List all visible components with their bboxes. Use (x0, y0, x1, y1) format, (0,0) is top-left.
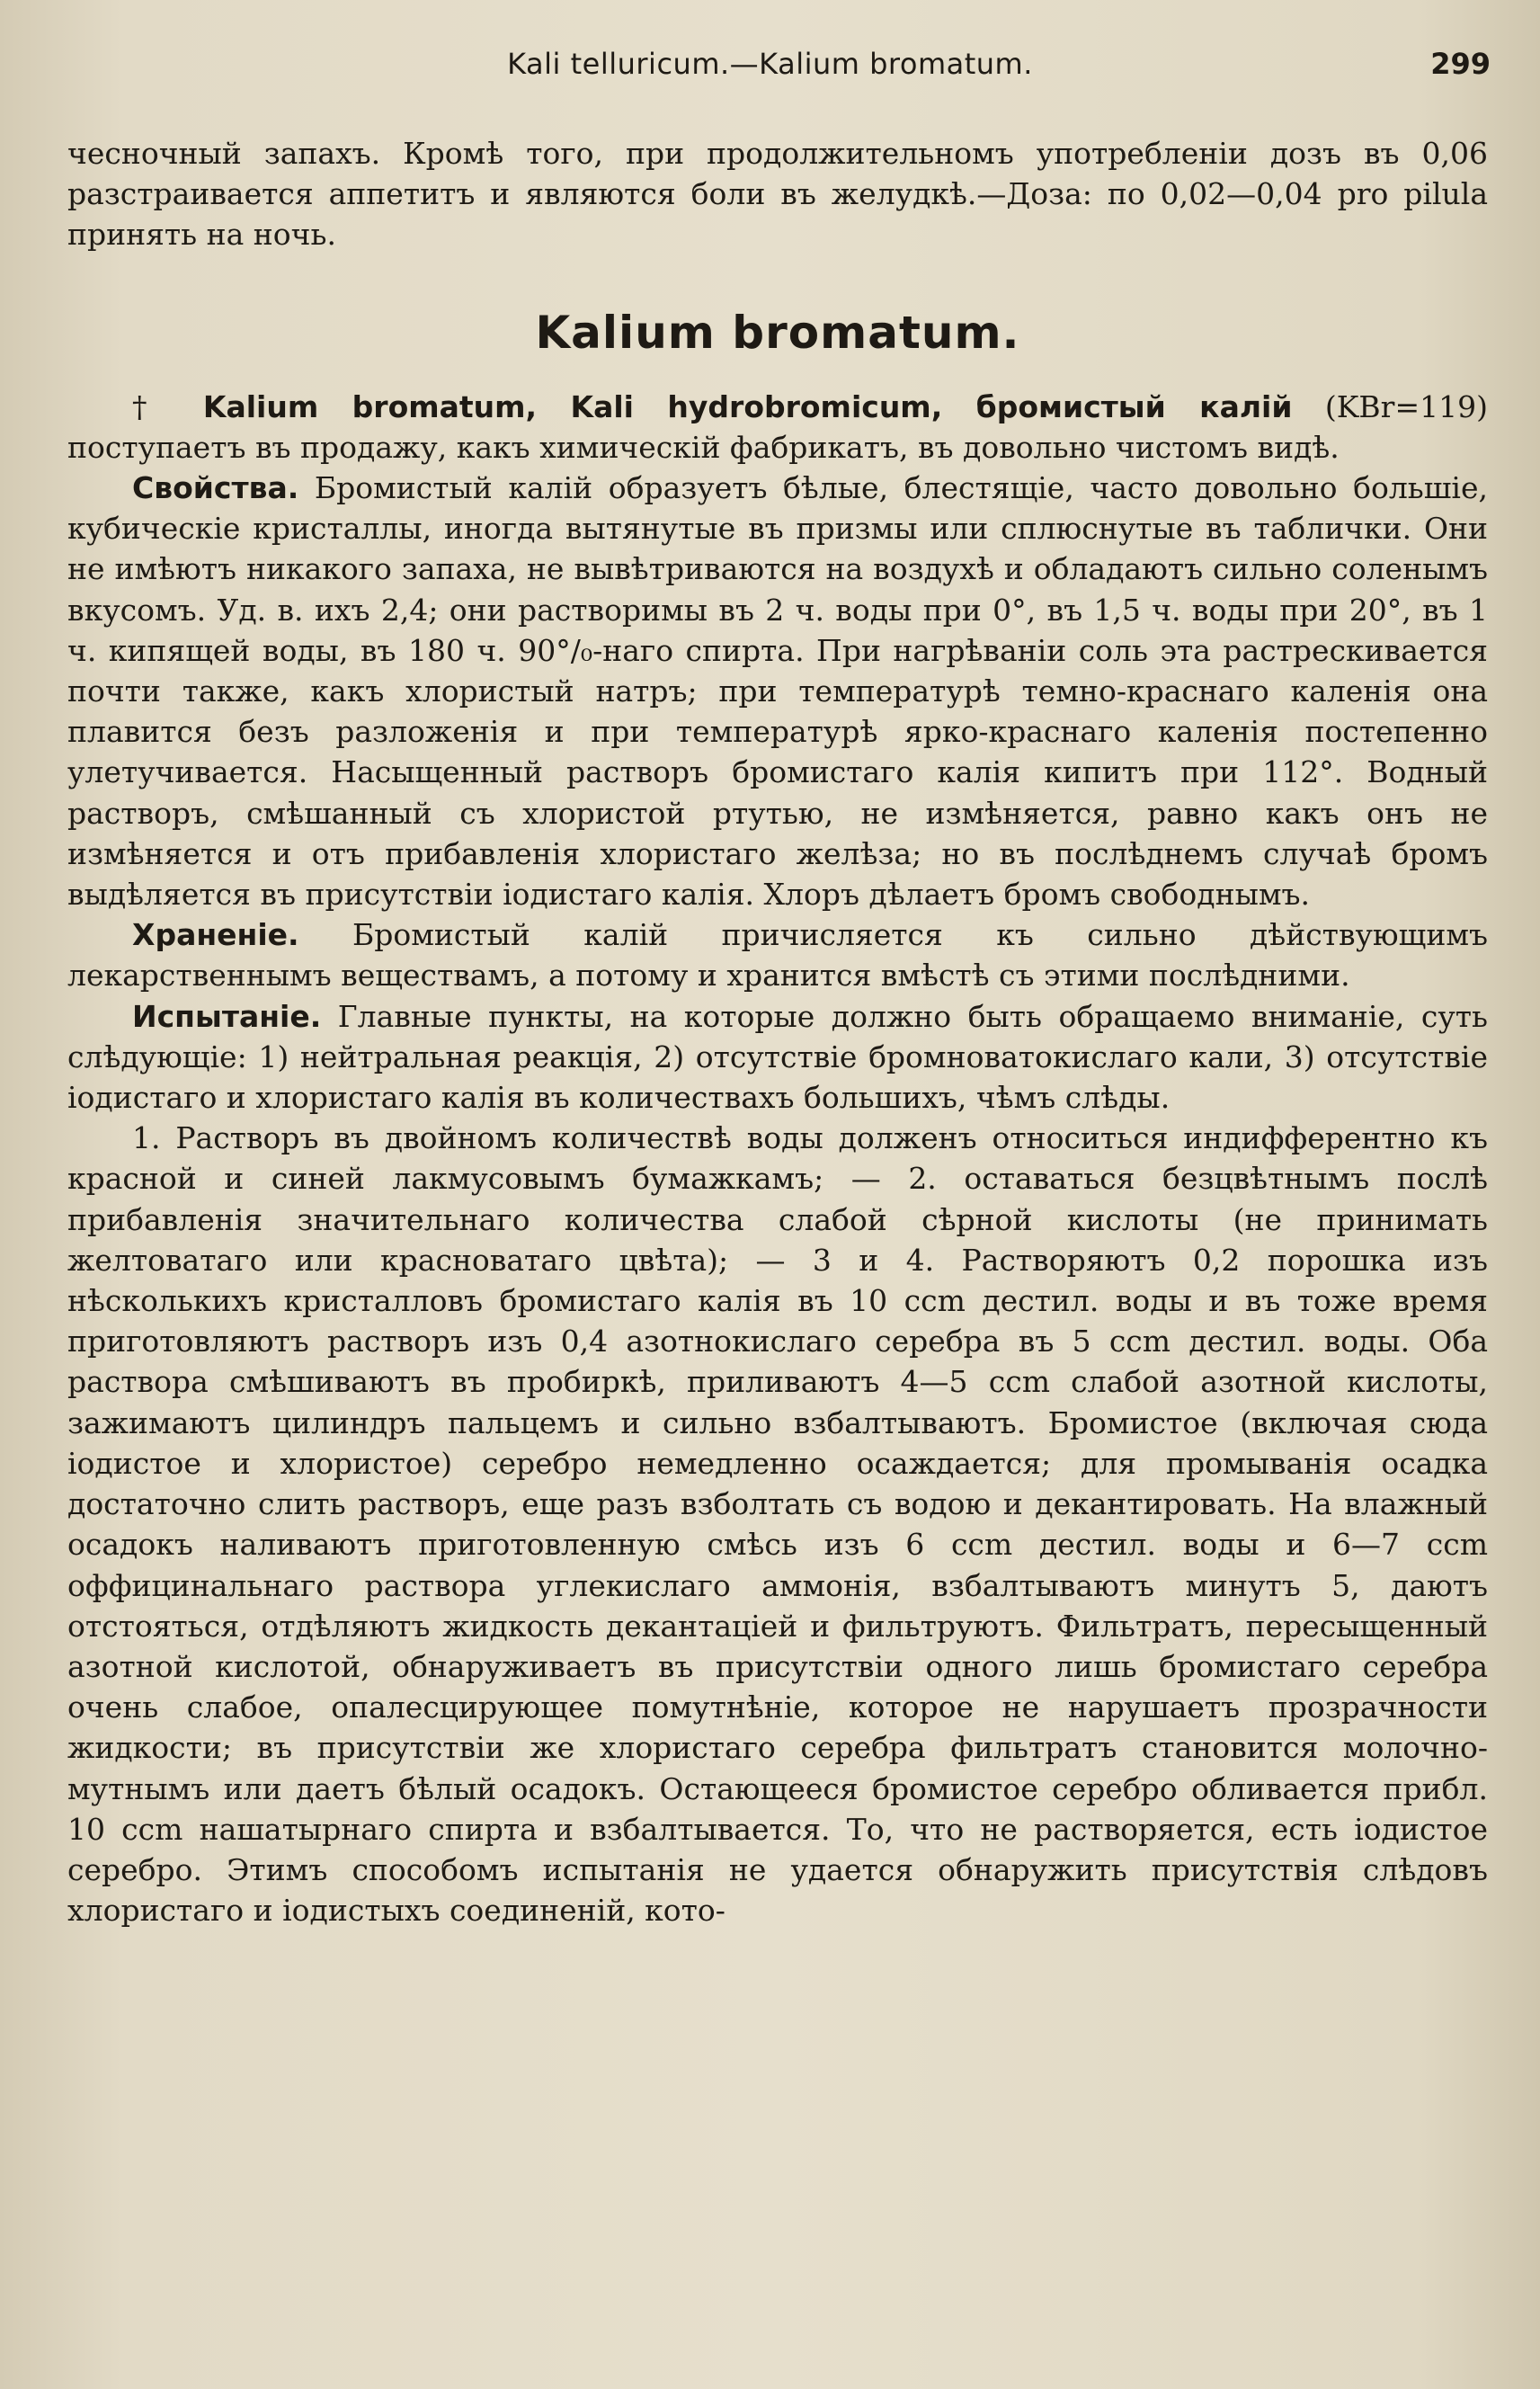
chemical-formula: (KBr=119) (1324, 388, 1488, 424)
section-title: Kalium bromatum. (535, 306, 1020, 359)
properties-heading: Свойства. (132, 470, 299, 506)
running-header (0, 47, 1540, 92)
page-number: 299 (1430, 47, 1491, 81)
storage-paragraph (67, 914, 1488, 995)
lead-paragraph (67, 387, 1488, 468)
testing-paragraph (67, 996, 1488, 1119)
dagger-mark: † (132, 388, 171, 424)
testing-text: Главные пункты, на которые должно быть обращаемо вниманіе, суть слѣдующіе: 1) нейтральная реакція, 2) отсутствіе бромноватокислаго кали, 3) отсутствіе іодистаго и хлористаго калія въ количествахъ большихъ, чѣмъ слѣды. (67, 998, 1489, 1116)
drug-name: Kalium bromatum, Kali hydrobromicum, бромистый калій (202, 388, 1293, 424)
lead-text: поступаетъ въ продажу, какъ химическій фабрикатъ, въ довольно чистомъ видѣ. (67, 429, 1340, 465)
testing-heading: Испытаніе. (132, 998, 322, 1034)
storage-heading: Храненіе. (132, 917, 299, 953)
properties-text: Бромистый калій образуетъ бѣлые, блестящіе, часто довольно большіе, кубическіе кристаллы, иногда вытянутые въ призмы или сплюснутые въ таблички. Они не имѣютъ никакого запаха, не вывѣтриваются на воздухѣ и обладаютъ сильно соленымъ вкусомъ. Уд. в. ихъ 2,4; они растворимы въ 2 ч. воды при 0°, въ 1,5 ч. воды при 20°, въ 1 ч. кипящей воды, въ 180 ч. 90°/₀-наго спирта. При нагрѣваніи соль эта растрескивается почти также, какъ хлористый натръ; при температурѣ темно-краснаго каленія она плавится безъ разложенія и при температурѣ ярко-краснаго каленія постепенно улетучивается. Насыщенный растворъ бромистаго калія кипитъ при 112°. Водный растворъ, смѣшанный съ хлористой ртутью, не измѣняется, равно какъ онъ не измѣняется и отъ прибавленія хлористаго желѣза; но въ послѣднемъ случаѣ бромъ выдѣляется въ присутствіи іодистаго калія. Хлоръ дѣлаетъ бромъ свободнымъ. (67, 470, 1489, 913)
page-body (67, 133, 1488, 1930)
running-title: Kali telluricum.—Kalium bromatum. (507, 47, 1033, 81)
procedure-paragraph: 1. Растворъ въ двойномъ количествѣ воды долженъ относиться индифферентно къ красной и синей лакмусовымъ бумажкамъ; — 2. оставаться безцвѣтнымъ послѣ прибавленія значительнаго количества слабой сѣрной кислоты (не принимать желтоватаго или красноватаго цвѣта); — 3 и 4. Растворяютъ 0,2 порошка изъ нѣсколькихъ кристалловъ бромистаго калія въ 10 ccm дестил. воды и въ тоже время приготовляютъ растворъ изъ 0,4 азотнокислаго серебра въ 5 ccm дестил. воды. Оба раствора смѣшиваютъ въ пробиркѣ, приливаютъ 4—5 ccm слабой азотной кислоты, зажимаютъ цилиндръ пальцемъ и сильно взбалтываютъ. Бромистое (включая сюда іодистое и хлористое) серебро немедленно осаждается; для промыванія осадка достаточно слить растворъ, еще разъ взболтать съ водою и декантировать. На влажный осадокъ наливаютъ приготовленную смѣсь изъ 6 ccm дестил. воды и 6—7 ccm оффицинальнаго раствора углекислаго аммонія, взбалтываютъ минутъ 5, даютъ отстояться, отдѣляютъ жидкость декантаціей и фильтруютъ. Фильтратъ, пересыщенный азотной кислотой, обнаруживаетъ въ присутствіи одного лишь бромистаго серебра очень слабое, опалесцирующее помутнѣніе, которое не нарушаетъ прозрачности жидкости; въ присутствіи же хлористаго серебра фильтратъ становится молочно-мутнымъ или даетъ бѣлый осадокъ. Остающееся бромистое серебро обливается прибл. 10 ccm нашатырнаго спирта и взбалтывается. То, что не растворяется, есть іодистое серебро. Этимъ способомъ испытанія не удается обнаружить присутствія слѣдовъ хлористаго и іодистыхъ соединеній, кото- (67, 1120, 1488, 1929)
intro-paragraph: чесночный запахъ. Кромѣ того, при продолжительномъ употребленіи дозъ въ 0,06 разстраивается аппетитъ и являются боли въ желудкѣ.—Доза: по 0,02—0,04 pro pilula принять на ночь. (67, 136, 1488, 253)
properties-paragraph (67, 468, 1488, 914)
storage-text: Бромистый калій причисляется къ сильно дѣйствующимъ лекарственнымъ веществамъ, а потому и хранится вмѣстѣ съ этими послѣдними. (67, 917, 1489, 994)
